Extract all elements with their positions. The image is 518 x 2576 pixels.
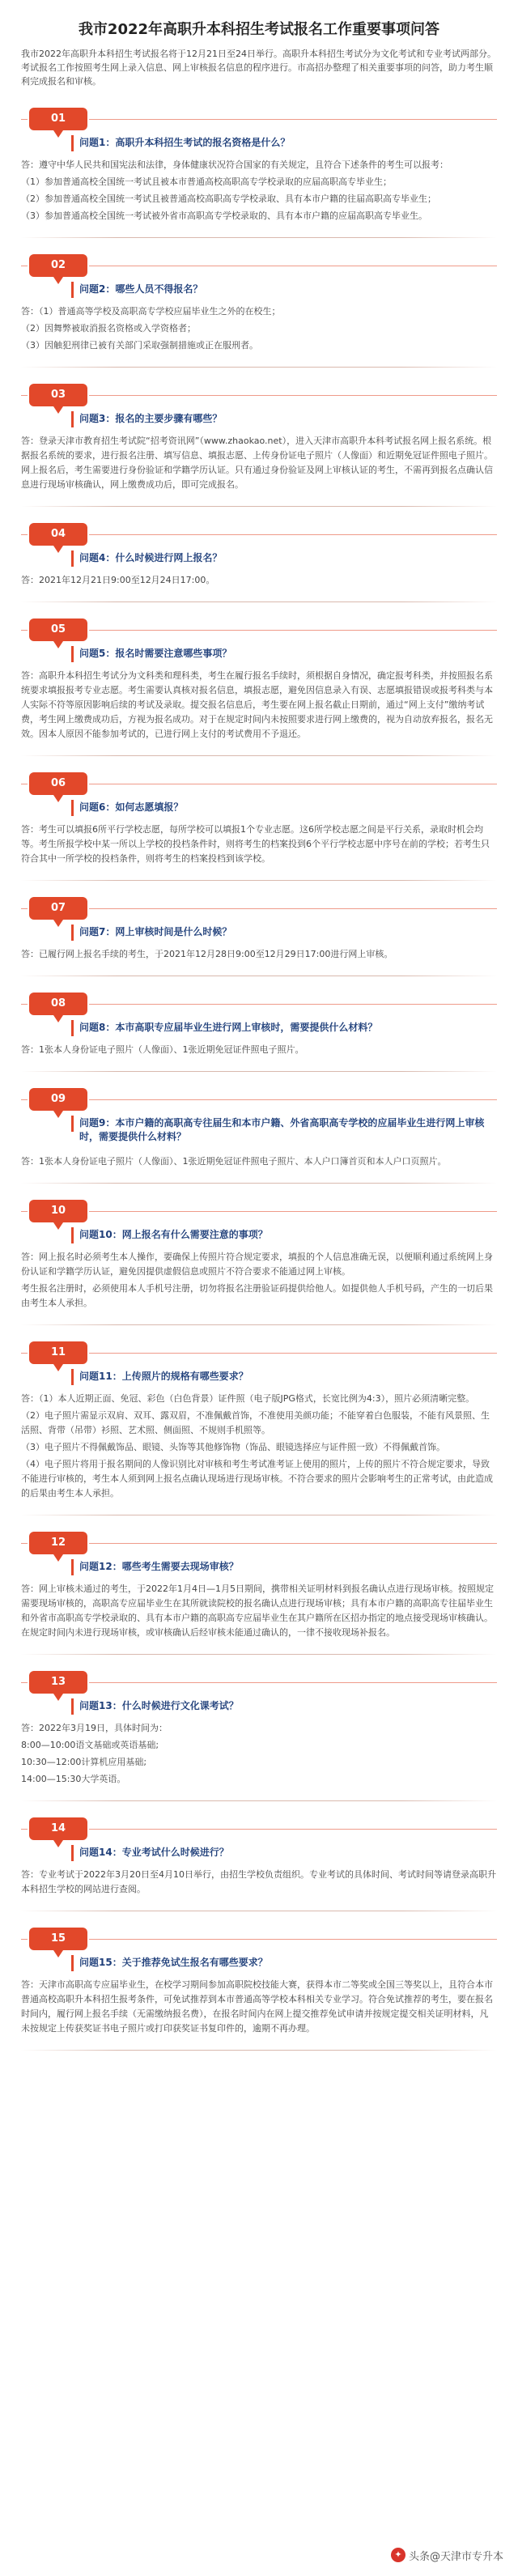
header-rule-left: [21, 534, 28, 535]
qa-item: [21, 1666, 497, 1801]
answer-paragraph: 答：考生可以填报6所平行学校志愿，每所学校可以填报1个专业志愿。这6所学校志愿之间是平行关系，录取时机会均等。考生所报学校中某一所以上学校的投档条件时，则将考生的档案投到6个平行学校志愿中序号在前的学校；若考生只符合其中一所学校的投档条件，则将考生的档案投档到该学校。: [21, 824, 490, 864]
answer-paragraph: （2）参加普通高校全国统一考试且被普通高校高职高专学校录取、具有本市户籍的往届高职高专毕业生；: [21, 193, 436, 204]
qa-item: [21, 1083, 497, 1184]
question-text: 问题9：本市户籍的高职高专往届生和本市户籍、外省高职高专学校的应届毕业生进行网上审核时，需要提供什么材料？: [79, 1117, 485, 1142]
question-text: 问题14：专业考试什么时候进行？: [79, 1847, 229, 1858]
question-number-badge: 11: [29, 1341, 87, 1364]
section-divider: [21, 1324, 497, 1325]
question-number-badge: 03: [29, 384, 87, 406]
question-text: 问题5：报名时需要注意哪些事项？: [79, 648, 232, 659]
question-number-badge: 01: [29, 108, 87, 130]
header-rule-right: [89, 119, 497, 120]
answer: [21, 1038, 497, 1065]
question-text: 问题8：本市高职专应届毕业生进行网上审核时，需要提供什么材料？: [79, 1022, 378, 1033]
question-number-badge: 06: [29, 772, 87, 795]
qa-item: [21, 892, 497, 976]
question-accent-bar: [71, 1698, 74, 1715]
header-rule-right: [89, 1682, 497, 1683]
question-text: 问题4：什么时候进行网上报名？: [79, 552, 223, 563]
question-accent-bar: [71, 1845, 74, 1861]
question-header: [21, 1666, 497, 1716]
header-rule-left: [21, 1939, 28, 1940]
answer-paragraph: （3）电子照片不得佩戴饰品、眼镜、头饰等其他修饰物（饰品、眼镜选择应与证件照一致）不得佩戴首饰。: [21, 1442, 445, 1452]
question-header: [21, 1813, 497, 1863]
question-number-badge: 14: [29, 1817, 87, 1840]
question-number-badge: 05: [29, 618, 87, 641]
answer-paragraph: 答：专业考试于2022年3月20日至4月10日举行，由招生学校负责组织。专业考试的具体时间、考试时间等请登录高职升本科招生学校的网站进行查阅。: [21, 1869, 496, 1894]
question-number-badge: 08: [29, 993, 87, 1015]
section-divider: [21, 367, 497, 368]
question-header: [21, 614, 497, 664]
header-rule-left: [21, 630, 28, 631]
question-accent-bar: [71, 1955, 74, 1971]
watermark-text: 头条@天津市专升本: [408, 2550, 503, 2563]
answer-paragraph: 14:00—15:30大学英语。: [21, 1774, 126, 1784]
qa-item: [21, 988, 497, 1072]
question-text: 问题3：报名的主要步骤有哪些？: [79, 413, 223, 424]
answer-paragraph: 答：登录天津市教育招生考试院“招考资讯网”（www.zhaokao.net），进入天津市高职升本科考试报名网上报名系统。根据报名系统的要求，进行报名注册、填写信息、填报志愿、上传身份证电子照片（人像面）和近期免冠证件照电子照片。网上报名后，考生需要进行身份验证和学籍学历认证。只有通过身份验证及网上审核认证的考生，不需再到报名点确认信息进行现场审核确认，网上缴费成功后，即可完成报名。: [21, 436, 493, 490]
question-header: [21, 249, 497, 300]
question-text: 问题12：哪些考生需要去现场审核？: [79, 1561, 239, 1572]
question-text: 问题15：关于推荐免试生报名有哪些要求？: [79, 1957, 268, 1968]
question-accent-bar: [71, 1559, 74, 1575]
qa-item: [21, 249, 497, 368]
toutiao-logo-icon: ✦: [391, 2548, 405, 2562]
question-accent-bar: [71, 282, 74, 298]
answer: [21, 1245, 497, 1318]
answer: [21, 942, 497, 969]
section-divider: [21, 1183, 497, 1184]
question-text: 问题7：网上审核时间是什么时候？: [79, 926, 232, 937]
answer: [21, 664, 497, 749]
answer-paragraph: （2）因舞弊被取消报名资格或入学资格者；: [21, 323, 196, 334]
answer-paragraph: 答：（1）本人近期正面、免冠、彩色（白色背景）证件照（电子版JPG格式，长宽比例为4:3），照片必须清晰完整。: [21, 1393, 475, 1404]
question-number-badge: 04: [29, 523, 87, 546]
answer-paragraph: 答：网上报名时必须考生本人操作，要确保上传照片符合规定要求，填报的个人信息准确无误，以便顺利通过系统网上身份认证和学籍学历认证，避免因提供虚假信息或照片不符合要求不能通过网上审核。: [21, 1252, 493, 1277]
section-divider: [21, 1654, 497, 1655]
answer-paragraph: 答：遵守中华人民共和国宪法和法律，身体健康状况符合国家的有关规定，且符合下述条件的考生可以报考：: [21, 159, 448, 170]
answer-paragraph: （1）参加普通高校全国统一考试且被本市普通高校高职高专学校录取的应届高职高专毕业生；: [21, 176, 392, 187]
question-number-badge: 07: [29, 897, 87, 920]
question-accent-bar: [71, 1116, 74, 1132]
header-rule-left: [21, 119, 28, 120]
header-rule-left: [21, 1682, 28, 1683]
answer-paragraph: 答：天津市高职高专应届毕业生，在校学习期间参加高职院校技能大赛，获得本市二等奖或全国三等奖以上，且符合本市普通高校高职升本科招生报考条件，可免试推荐到本市普通高等学校本科相关专业学习。符合免试推荐的考生，要在报名时间内，履行网上报名手续（无需缴纳报名费），在报名时间内在网上提交推荐免试申请并按规定提交相关证明材料，凡未按规定上传获奖证书电子照片或打印获奖证书复印件的，逾期不再办理。: [21, 1979, 493, 2034]
header-rule-left: [21, 1543, 28, 1544]
section-divider: [21, 237, 497, 238]
answer: [21, 1973, 497, 2043]
answer-paragraph: 10:30—12:00计算机应用基础;: [21, 1757, 147, 1767]
question-text: 问题1：高职升本科招生考试的报名资格是什么？: [79, 137, 291, 148]
question-accent-bar: [71, 550, 74, 567]
question-accent-bar: [71, 1227, 74, 1243]
header-rule-right: [89, 908, 497, 909]
question-number-badge: 13: [29, 1671, 87, 1694]
question-header: [21, 1337, 497, 1387]
answer-paragraph: 答：2021年12月21日9:00至12月24日17:00。: [21, 575, 215, 585]
question-accent-bar: [71, 646, 74, 662]
answer-paragraph: 答：网上审核未通过的考生，于2022年1月4日—1月5日期间，携带相关证明材料到报名确认点进行现场审核。按照规定需要现场审核的，高职高专应届毕业生在其所就读院校的报名确认点进行现场审核；具有本市户籍的高职高专往届毕业生和外省市高职高专学校录取的、具有本市户籍的高职高专应届毕业生在其户籍所在区招办指定的地点接受现场审核确认。在规定时间内未进行现场审核，或审核确认后经审核未能通过确认的，一律不接收现场补报名。: [21, 1583, 494, 1638]
article-body: [0, 47, 518, 2051]
section-divider: [21, 755, 497, 756]
question-accent-bar: [71, 1369, 74, 1385]
header-rule-right: [89, 1004, 497, 1005]
question-header: [21, 892, 497, 942]
qa-item: [21, 767, 497, 881]
answer-paragraph: 答：（1）普通高等学校及高职高专学校应届毕业生之外的在校生；: [21, 306, 281, 317]
answer-paragraph: 答：2022年3月19日，具体时间为：: [21, 1723, 168, 1733]
answer: [21, 1150, 497, 1176]
header-rule-right: [89, 534, 497, 535]
section-divider: [21, 2050, 497, 2051]
header-rule-right: [89, 395, 497, 396]
answer-paragraph: （4）电子照片将用于报名期间的人像识别比对审核和考生考试准考证上使用的照片，上传的照片不符合规定要求，导致不能进行审核的，考生本人须到网上报名点确认现场进行现场审核。不符合要求的照片会影响考生的正常考试，由此造成的后果由考生本人承担。: [21, 1459, 493, 1498]
header-rule-right: [89, 1211, 497, 1212]
qa-item: [21, 1923, 497, 2051]
section-divider: [21, 601, 497, 602]
question-number-badge: 02: [29, 254, 87, 277]
section-divider: [21, 1071, 497, 1072]
question-header: [21, 1083, 497, 1150]
qa-item: [21, 1813, 497, 1911]
question-header: [21, 103, 497, 153]
qa-item: [21, 103, 497, 238]
header-rule-right: [89, 1353, 497, 1354]
qa-item: [21, 1337, 497, 1515]
qa-list: [21, 103, 497, 2051]
header-rule-right: [89, 1829, 497, 1830]
header-rule-left: [21, 395, 28, 396]
section-divider: [21, 880, 497, 881]
answer: [21, 1863, 497, 1904]
answer-paragraph: （3）因触犯刑律已被有关部门采取强制措施或正在服刑者。: [21, 340, 258, 351]
qa-item: [21, 379, 497, 507]
page-title: 我市2022年高职升本科招生考试报名工作重要事项问答: [78, 21, 440, 38]
header-rule-left: [21, 1004, 28, 1005]
question-text: 问题2：哪些人员不得报名？: [79, 283, 203, 295]
question-accent-bar: [71, 800, 74, 816]
question-text: 问题6：如何志愿填报？: [79, 801, 184, 813]
question-number-badge: 15: [29, 1928, 87, 1950]
header-rule-left: [21, 1353, 28, 1354]
header-rule-left: [21, 1211, 28, 1212]
qa-item: [21, 614, 497, 756]
header-rule-right: [89, 630, 497, 631]
question-header: [21, 988, 497, 1038]
question-header: [21, 379, 497, 429]
question-accent-bar: [71, 1020, 74, 1036]
header-rule-left: [21, 1829, 28, 1830]
question-number-badge: 09: [29, 1088, 87, 1111]
watermark: [391, 2545, 503, 2565]
question-header: [21, 767, 497, 818]
answer-paragraph: 考生报名注册时，必须使用本人手机号注册，切勿将报名注册验证码提供给他人。如提供他人手机号码，产生的一切后果由考生本人承担。: [21, 1283, 493, 1308]
question-number-badge: 12: [29, 1532, 87, 1554]
answer: [21, 153, 497, 231]
intro-paragraph: 我市2022年高职升本科招生考试报名将于12月21日至24日举行。高职升本科招生考试分为文化考试和专业考试两部分。考试报名工作按照考生网上录入信息、网上审核报名信息的程序进行。市高招办整理了相关重要事项的问答，助力考生顺利完成报名和审核。: [21, 49, 496, 87]
question-accent-bar: [71, 135, 74, 151]
question-text: 问题13：什么时候进行文化课考试？: [79, 1700, 239, 1711]
answer: [21, 1387, 497, 1508]
answer: [21, 1577, 497, 1647]
answer-paragraph: 答：1张本人身份证电子照片（人像面）、1张近期免冠证件照电子照片。: [21, 1044, 304, 1055]
answer-paragraph: 答：已履行网上报名手续的考生，于2021年12月28日9:00至12月29日17:00进行网上审核。: [21, 949, 393, 959]
header-rule-right: [89, 1543, 497, 1544]
section-divider: [21, 506, 497, 507]
qa-item: [21, 1195, 497, 1325]
header-rule-right: [89, 1099, 497, 1100]
answer: [21, 818, 497, 874]
answer: [21, 568, 497, 595]
question-text: 问题11：上传照片的规格有哪些要求？: [79, 1371, 248, 1382]
answer: [21, 429, 497, 499]
header-rule-left: [21, 1099, 28, 1100]
header-rule-left: [21, 908, 28, 909]
question-text: 问题10：网上报名有什么需要注意的事项？: [79, 1229, 268, 1240]
qa-item: [21, 518, 497, 602]
question-header: [21, 518, 497, 568]
question-header: [21, 1195, 497, 1245]
answer-paragraph: 8:00—10:00语文基础或英语基础;: [21, 1740, 159, 1750]
header-rule-right: [89, 1939, 497, 1940]
answer: [21, 300, 497, 360]
answer-paragraph: （2）电子照片需显示双肩、双耳、露双眉，不准佩戴首饰，不准使用美颜功能；不能穿着白色服装，不能有风景照、生活照、背带（吊带）衫照、艺术照、侧面照、不规则手机照等。: [21, 1410, 490, 1435]
section-divider: [21, 1800, 497, 1801]
answer: [21, 1716, 497, 1794]
question-number-badge: 10: [29, 1200, 87, 1222]
question-accent-bar: [71, 925, 74, 941]
question-header: [21, 1527, 497, 1577]
question-header: [21, 1923, 497, 1973]
answer-paragraph: 答：1张本人身份证电子照片（人像面）、1张近期免冠证件照电子照片、本人户口簿首页和本人户口页照片。: [21, 1156, 447, 1167]
question-accent-bar: [71, 411, 74, 427]
answer-paragraph: （3）参加普通高校全国统一考试被外省市高职高专学校录取的、具有本市户籍的应届高职高专毕业生。: [21, 210, 427, 221]
answer-paragraph: 答：高职升本科招生考试分为文科类和理科类，考生在履行报名手续时，须根据自身情况，确定报考科类，并按照报名系统要求填报报考专业志愿。考生需要认真核对报名信息，填报志愿，避免因信息录入有误、志愿填报错误或报考科类与本人实际不符等原因影响后续的考试及录取。提交报名信息后，考生要在网上报名截止日期前，通过“网上支付”缴纳考试费，考生网上缴费成功后，方视为报名成功。对于在规定时间内未按照要求进行网上缴费的，视为自动放弃报名，报名无效。因本人原因不能参加考试的，已进行网上支付的考试费用不予退还。: [21, 670, 493, 739]
qa-item: [21, 1527, 497, 1655]
